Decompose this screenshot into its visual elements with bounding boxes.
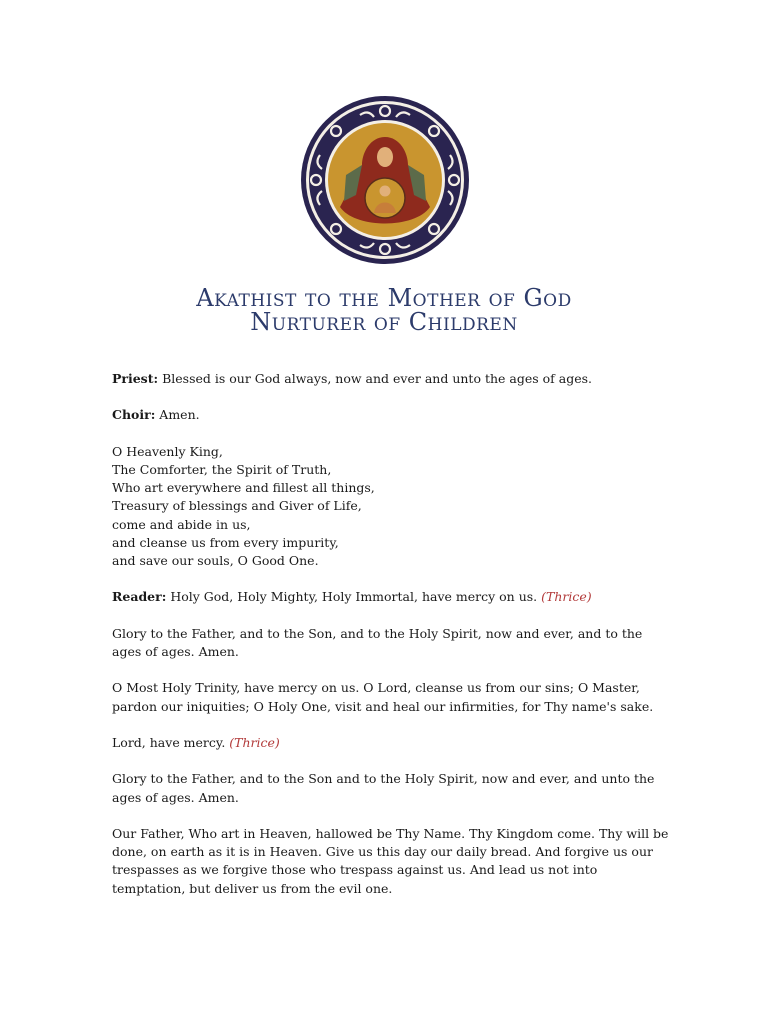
rubric: (Thrice) (229, 734, 280, 750)
verse-line: come and abide in us, (112, 516, 251, 532)
verse-line: The Comforter, the Spirit of Truth, (112, 461, 332, 477)
role-label: Choir: (112, 407, 156, 423)
paragraph-text: Blessed is our God always, now and ever and unto the ages of ages. (158, 371, 592, 386)
paragraph-glory-2: Glory to the Father, and to the Son and to the Holy Spirit, now and ever, and unto the ages of ages. Amen. (112, 771, 655, 805)
paragraph-our-father: Our Father, Who art in Heaven, hallowed be Thy Name. Thy Kingdom come. Thy will be done, on earth as it is in Heaven. Give us this day our daily bread. And forgive us our trespasses as we forgive those who trespass against us. And lead us not into temptation, but deliver us from the evil one. (112, 825, 669, 896)
verse-line: and cleanse us from every impurity, (112, 534, 339, 550)
theotokos-of-the-sign-icon (300, 95, 470, 265)
role-label: Priest: (112, 371, 159, 386)
paragraph-glory-1: Glory to the Father, and to the Son, and to the Holy Spirit, now and ever, and to the ages of ages. Amen. (112, 625, 643, 659)
paragraph-text: Holy God, Holy Mighty, Holy Immortal, have mercy on us. (166, 589, 542, 605)
page-title: Akathist to the Mother of God (196, 284, 572, 312)
paragraph-heavenly-king (112, 443, 672, 570)
paragraph-text: Lord, have mercy. (112, 734, 230, 750)
prayer-text (112, 370, 672, 916)
verse-line: O Heavenly King, (112, 443, 223, 459)
rubric: (Thrice) (541, 589, 592, 605)
paragraph-choir (112, 406, 672, 424)
page-subtitle: Nurturer of Children (250, 308, 518, 336)
paragraph-reader (112, 588, 672, 606)
verse-line: Who art everywhere and fillest all things, (112, 480, 375, 496)
paragraph-lord-have-mercy (112, 734, 672, 752)
verse-line: and save our souls, O Good One. (112, 553, 319, 568)
role-label: Reader: (112, 589, 167, 605)
paragraph-trinity: O Most Holy Trinity, have mercy on us. O Lord, cleanse us from our sins; O Master, pardon our iniquities; O Holy One, visit and heal our infirmities, for Thy name's sake. (112, 680, 654, 714)
verse-line: Treasury of blessings and Giver of Life, (112, 498, 362, 514)
paragraph-text: Amen. (155, 407, 200, 423)
paragraph-priest (112, 370, 672, 388)
